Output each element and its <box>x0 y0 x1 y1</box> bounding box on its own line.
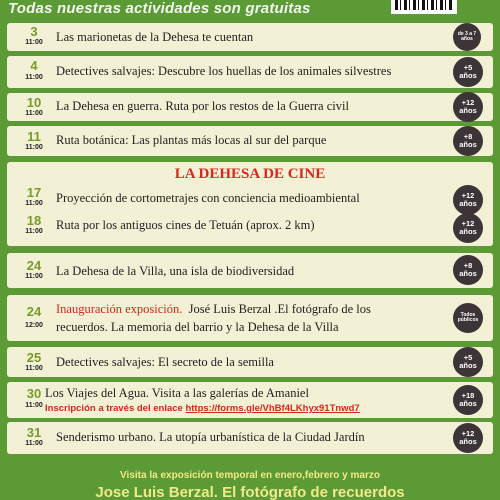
badge-line2: años <box>459 437 477 446</box>
footer <box>0 458 500 500</box>
event-row-10 <box>7 93 493 121</box>
event-time: 11:00 <box>25 110 43 117</box>
badge-line2: años <box>459 227 477 236</box>
event-time: 11:00 <box>25 273 43 280</box>
age-badge <box>453 385 483 415</box>
age-badge <box>453 92 483 122</box>
event-row-4 <box>7 56 493 88</box>
footer-exhibition-note: Visita la exposición temporal en enero,febrero y marzo <box>120 470 380 481</box>
badge-line1: de 3 a 7 <box>457 30 477 37</box>
event-title: Ruta botánica: Las plantas más locas al sur del parque <box>56 133 327 147</box>
event-date: 17 <box>26 185 42 200</box>
event-time: 12:00 <box>25 322 43 329</box>
event-time: 11:00 <box>25 440 43 447</box>
event-title: Los Viajes del Agua. Visita a las galerías de Amaniel <box>45 386 309 400</box>
audience-badge <box>453 303 483 333</box>
badge-line1: +5 <box>463 63 473 73</box>
qr-pattern <box>395 0 453 10</box>
event-time: 11:00 <box>25 228 43 235</box>
badge-line1: +18 <box>461 391 475 401</box>
event-row-3 <box>7 23 493 51</box>
age-badge <box>453 126 483 156</box>
age-badge <box>453 23 481 51</box>
event-row-31 <box>7 422 493 454</box>
badge-line1: +12 <box>461 98 475 108</box>
event-title: Detectives salvajes: Descubre los huellas de los animales silvestres <box>56 64 392 78</box>
event-title: Ruta por los antiguos cines de Tetuán (aprox. 2 km) <box>56 218 315 232</box>
qr-code[interactable] <box>391 0 457 14</box>
registration-link[interactable]: https://forms.gle/VhBf4LKhyx91Tnwd7 <box>185 403 360 414</box>
event-title: Las marionetas de la Dehesa te cuentan <box>56 30 254 44</box>
event-time: 11:00 <box>25 74 43 81</box>
event-date: 11 <box>27 129 41 144</box>
badge-line2: públicos <box>457 317 479 323</box>
event-date: 31 <box>26 425 42 440</box>
event-date: 24 <box>26 304 42 319</box>
event-time: 11:00 <box>25 39 43 46</box>
event-title: Proyección de cortometrajes con conciencia medioambiental <box>56 191 360 205</box>
event-date: 3 <box>30 24 38 39</box>
event-row-24-villa <box>7 253 493 288</box>
badge-line1: Todos <box>460 311 476 318</box>
event-row-24-exposicion <box>7 295 493 341</box>
exposicion-label: Inauguración exposición. <box>56 302 183 316</box>
event-title-line2: recuerdos. La memoria del barrio y la Dehesa de la Villa <box>56 320 339 334</box>
footer-exhibition-title: Jose Luis Berzal. El fotógrafo de recuerdos <box>95 484 405 500</box>
badge-line2: años <box>459 399 477 408</box>
event-row-30 <box>7 382 493 418</box>
event-date: 30 <box>26 386 42 401</box>
cine-heading: LA DEHESA DE CINE <box>174 166 326 182</box>
event-title: Senderismo urbano. La utopía urbanística de la Ciudad Jardín <box>56 430 365 444</box>
event-time: 11:00 <box>25 200 43 207</box>
badge-line2: años <box>459 361 477 370</box>
badge-line1: +12 <box>461 429 475 439</box>
age-badge <box>453 347 483 377</box>
registration-label: Inscripción a través del enlace <box>45 403 183 414</box>
event-date: 10 <box>26 95 42 110</box>
event-time: 11:00 <box>25 365 43 372</box>
registration-note <box>45 403 360 414</box>
event-title: La Dehesa en guerra. Ruta por los restos de la Guerra civil <box>56 99 349 113</box>
event-row-25 <box>7 347 493 377</box>
badge-line2: años <box>459 199 477 208</box>
age-badge <box>453 213 483 243</box>
age-badge <box>453 57 483 87</box>
badge-line2: años <box>459 269 477 278</box>
exposicion-title: José Luis Berzal .El fotógrafo de los <box>188 302 371 316</box>
badge-line2: años <box>459 106 477 115</box>
badge-line1: +12 <box>461 191 475 201</box>
event-title-line1 <box>56 302 371 317</box>
badge-line1: +12 <box>461 219 475 229</box>
badge-line2: años <box>459 140 477 149</box>
event-title: La Dehesa de la Villa, una isla de biodiversidad <box>56 264 295 278</box>
event-row-11 <box>7 126 493 156</box>
event-time: 11:00 <box>25 402 43 409</box>
event-date: 4 <box>30 58 38 73</box>
event-date: 18 <box>26 213 42 228</box>
event-date: 25 <box>26 350 42 365</box>
page-title: Todas nuestras actividades son gratuitas <box>8 0 311 17</box>
cine-section <box>7 162 493 246</box>
event-time: 11:00 <box>25 144 43 151</box>
badge-line1: +8 <box>463 261 473 271</box>
age-badge <box>453 423 483 453</box>
badge-line1: +5 <box>463 353 473 363</box>
event-date: 24 <box>26 258 42 273</box>
badge-line1: +8 <box>463 132 473 142</box>
event-title: Detectives salvajes: El secreto de la semilla <box>56 355 274 369</box>
badge-line2: años <box>459 71 477 80</box>
age-badge <box>453 185 483 215</box>
badge-line2: años <box>461 36 473 42</box>
age-badge <box>453 255 483 285</box>
